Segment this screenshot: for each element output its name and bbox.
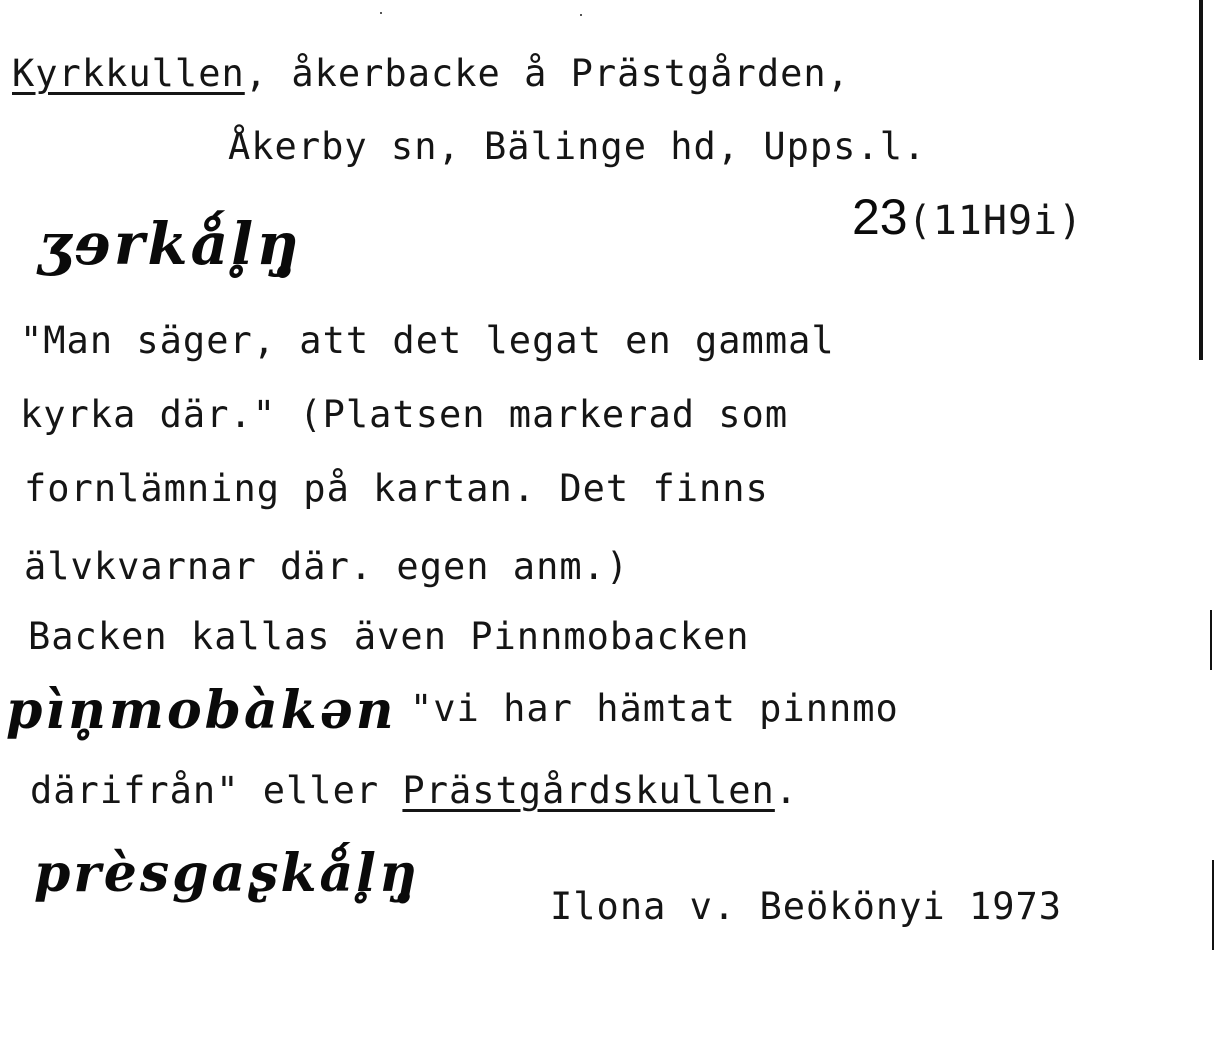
- body-line-3: fornlämning på kartan. Det finns: [24, 467, 769, 510]
- scan-speck: [580, 14, 582, 16]
- alternative-name: Prästgårdskullen: [402, 769, 775, 812]
- scan-edge-line: [1212, 860, 1214, 950]
- reference-code: (11H9i): [907, 198, 1084, 244]
- body-line-1: "Man säger, att det legat en gammal: [20, 319, 835, 362]
- scan-edge-line: [1210, 610, 1212, 670]
- phonetic-transcription-1: ʒɘrkǻl̥ŋ̥: [38, 210, 302, 278]
- reference: [852, 189, 1084, 245]
- body-line-last-start: därifrån" eller: [30, 769, 403, 812]
- reference-number: 23: [852, 189, 908, 245]
- phonetic-transcription-2: pìn̥mobàkən: [6, 680, 397, 741]
- body-line-5: Backen kallas även Pinnmobacken: [28, 615, 750, 658]
- phonetic-transcription-3: prèsgaʂkǻl̥ŋ̥: [34, 843, 420, 904]
- signature: Ilona v. Beökönyi 1973: [550, 885, 1063, 928]
- body-line-quote: "vi har hämtat pinnmo: [410, 687, 899, 730]
- scan-speck: [380, 12, 382, 14]
- heading-line: [12, 52, 850, 95]
- headword: Kyrkkullen: [12, 52, 245, 95]
- body-line-4: älvkvarnar där. egen anm.): [24, 545, 630, 588]
- scan-edge-line: [1199, 0, 1203, 360]
- alternative-name-end: .: [774, 769, 799, 812]
- body-line-last: [30, 769, 799, 812]
- body-line-2: kyrka där." (Platsen markerad som: [20, 393, 789, 436]
- heading-rest: , åkerbacke å Prästgården,: [244, 52, 850, 95]
- location-line: Åkerby sn, Bälinge hd, Upps.l.: [228, 125, 927, 168]
